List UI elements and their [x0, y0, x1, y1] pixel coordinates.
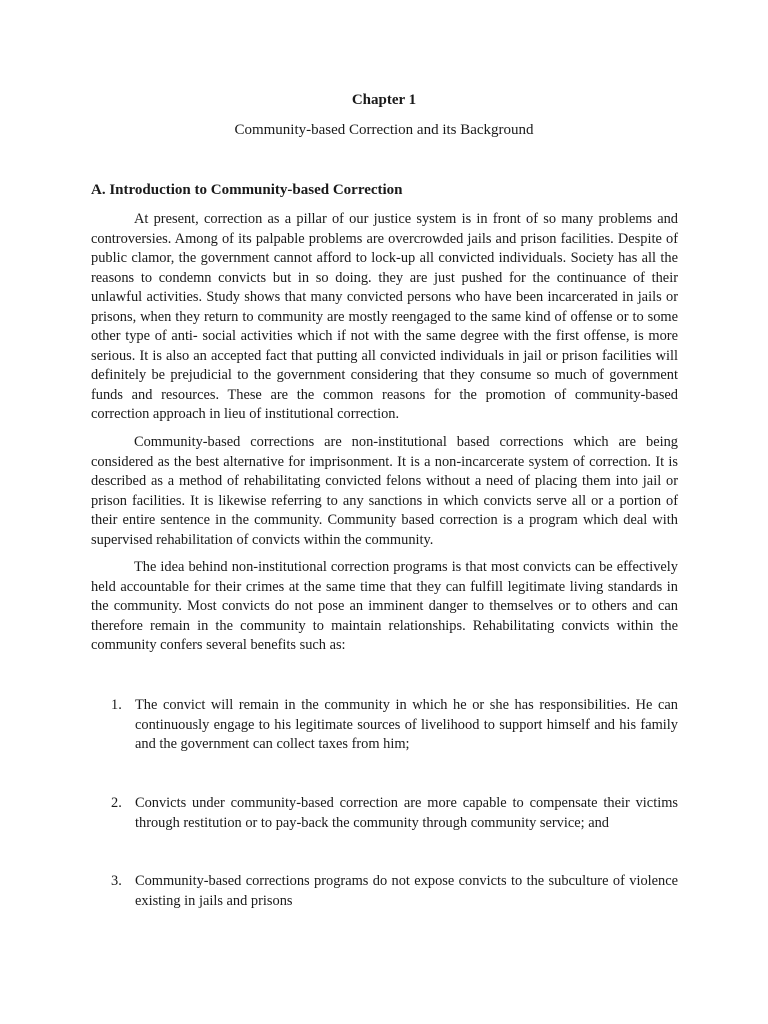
list-text: Convicts under community-based correction are more capable to compensate their victims through restitution or to pay-back the community through community service; and: [135, 795, 678, 831]
list-text: Community-based corrections programs do not expose convicts to the subculture of violence existing in jails and prisons: [135, 873, 678, 909]
chapter-label: Chapter 1: [351, 92, 417, 108]
section-heading: A. Introduction to Community-based Correction: [91, 182, 403, 198]
list-number: 2.: [111, 795, 122, 811]
list-number: 1.: [111, 697, 122, 713]
chapter-title: Community-based Correction and its Background: [234, 122, 534, 138]
list-text: The convict will remain in the community in which he or she has responsibilities. He can continuously engage to his legitimate sources of livelihood to support himself and his family and the government can collect taxes from him;: [135, 697, 678, 752]
paragraph-1: At present, correction as a pillar of our justice system is in front of so many problems and controversies. Among of its palpable problems are overcrowded jails and prison facilities. Despite of public clamor, the government cannot afford to lock-up all convicted individuals. Society has all the reasons to condemn convicts but in so doing. they are just pushed for the continuance of their unlawful activities. Study shows that many convicted persons who have been incarcerated in jails or prisons, when they return to community are mostly reengaged to the same kind of offense or to some other type of anti- social activities which if not with the same degree with the first offense, is more serious. It is also an accepted fact that putting all convicted individuals in jail or prison facilities will definitely be prejudicial to the government considering that they consume so much of government funds and resources. These are the common reasons for the promotion of community-based correction approach in lieu of institutional correction.: [91, 211, 678, 422]
list-item-1: [91, 696, 678, 755]
paragraph-2: Community-based corrections are non-institutional based corrections which are being considered as the best alternative for imprisonment. It is a non-incarcerate system of correction. It is described as a method of rehabilitating convicted felons without a need of placing them into jail or prison facilities. It is likewise referring to any sanctions in which convicts serve all or a portion of their entire sentence in the community. Community based correction is a program which deal with supervised rehabilitation of convicts within the community.: [91, 434, 678, 548]
paragraph-3: The idea behind non-institutional correction programs is that most convicts can be effectively held accountable for their crimes at the same time that they can fulfill legitimate living standards in the community. Most convicts do not pose an imminent danger to themselves or to others and can therefore remain in the community to maintain relationships. Rehabilitating convicts within the community confers several benefits such as:: [91, 559, 678, 653]
list-number: 3.: [111, 873, 122, 889]
list-item-2: [91, 794, 678, 833]
list-item-3: [91, 872, 678, 911]
